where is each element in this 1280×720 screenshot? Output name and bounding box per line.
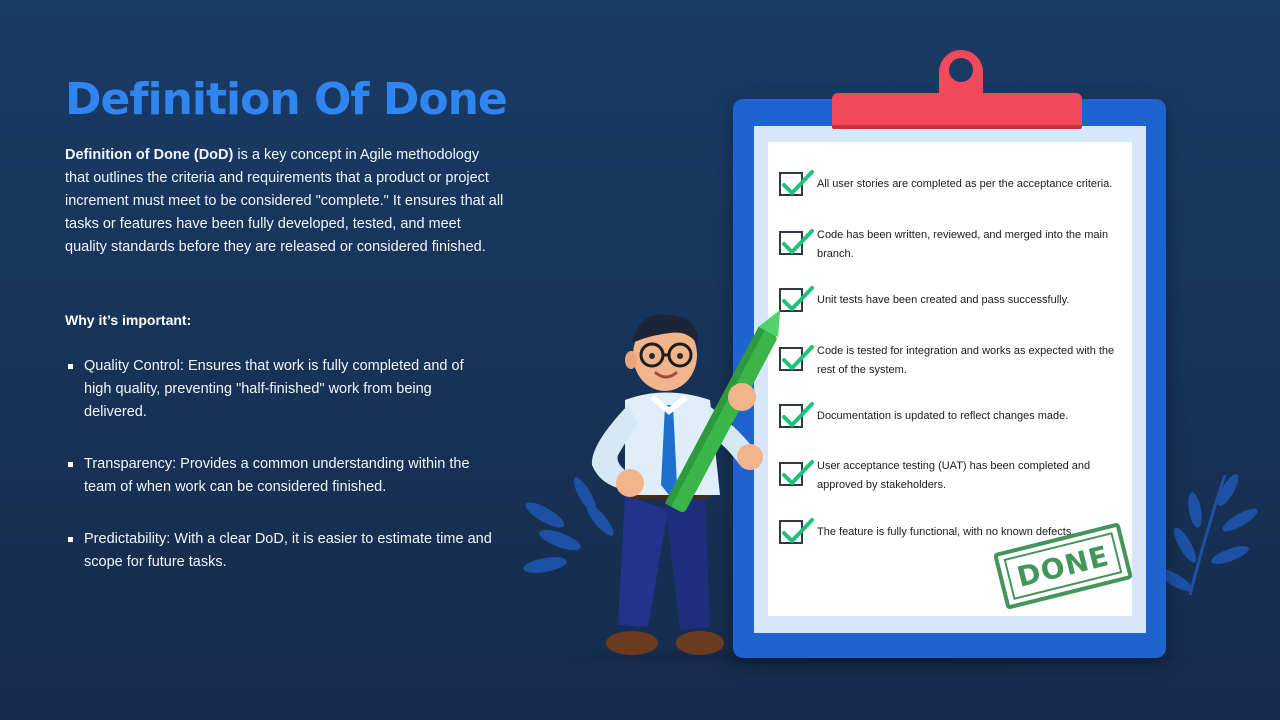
check-icon [781, 228, 815, 258]
clip-hole [949, 58, 973, 82]
checkbox-checked [779, 288, 803, 312]
check-icon [781, 517, 815, 547]
checklist-text: All user stories are completed as per the acceptance criteria. [817, 178, 1113, 190]
list-item: Quality Control: Ensures that work is fully completed and of high quality, preventing "half-finished" work from being delivered. [65, 355, 495, 424]
checklist-text: User acceptance testing (UAT) has been completed and approved by stakeholders. [817, 460, 1091, 491]
check-icon [781, 285, 815, 315]
clip [832, 93, 1082, 129]
intro-paragraph [65, 144, 505, 259]
checklist-item [779, 404, 1119, 428]
checklist-item [779, 288, 1119, 312]
checklist-item [779, 226, 1119, 264]
checklist-text: Unit tests have been created and pass successfully. [817, 294, 1070, 306]
intro-text: is a key concept in Agile methodology that outlines the criteria and requirements that a product or project increment must meet to be considered "complete." It ensures that all tasks or features have been fully developed, tested, and meet quality standards before they are released or considered finished. [65, 147, 504, 255]
page-title: Definition Of Done [65, 74, 507, 125]
checkbox-checked [779, 520, 803, 544]
check-icon [781, 169, 815, 199]
character-illustration [570, 305, 780, 665]
list-item: Transparency: Provides a common understanding within the team of when work can be considered finished. [65, 453, 495, 499]
done-stamp-label: DONE [1004, 532, 1123, 600]
checklist-item [779, 457, 1119, 495]
checkbox-checked [779, 231, 803, 255]
importance-list [65, 355, 495, 603]
checkbox-checked [779, 347, 803, 371]
list-item: Predictability: With a clear DoD, it is easier to estimate time and scope for future tasks. [65, 528, 495, 574]
leaf-decoration-right [1150, 465, 1260, 605]
checklist-item [779, 172, 1119, 196]
checkbox-checked [779, 404, 803, 428]
check-icon [781, 401, 815, 431]
checklist-text: Documentation is updated to reflect changes made. [817, 410, 1069, 422]
checkbox-checked [779, 462, 803, 486]
check-icon [781, 459, 815, 489]
checklist-text: Code is tested for integration and works as expected with the rest of the system. [817, 345, 1115, 376]
intro-term: Definition of Done (DoD) [65, 147, 234, 163]
why-heading: Why it’s important: [65, 312, 192, 328]
check-icon [781, 344, 815, 374]
checklist-text: Code has been written, reviewed, and merged into the main branch. [817, 229, 1109, 260]
checklist-text: The feature is fully functional, with no known defects. [817, 526, 1075, 538]
checkbox-checked [779, 172, 803, 196]
checklist-item [779, 342, 1119, 380]
